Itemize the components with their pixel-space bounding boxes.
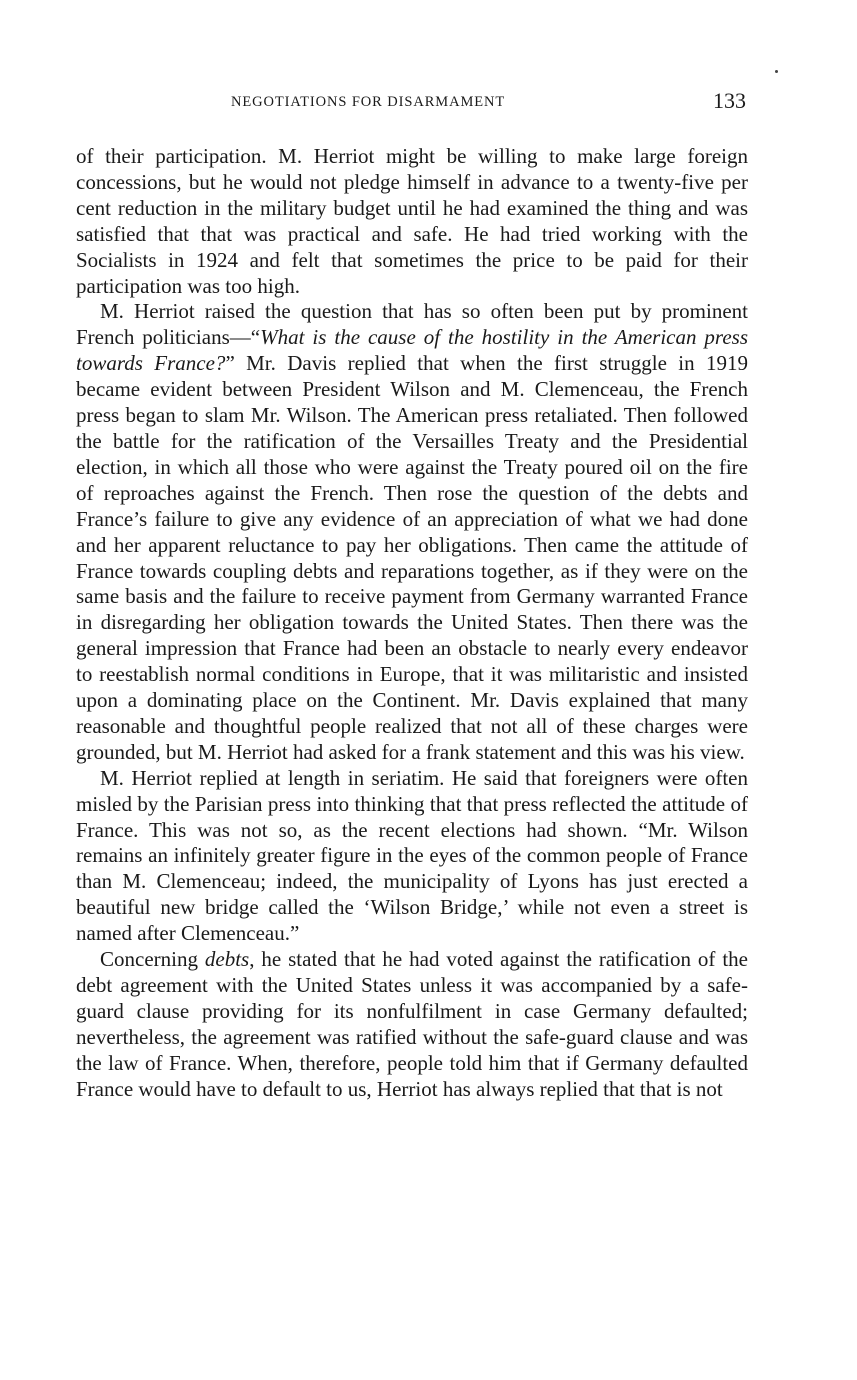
margin-speck (775, 70, 778, 73)
paragraph-4-emphasis: debts (204, 947, 250, 972)
page-number: 133 (713, 88, 746, 113)
paragraph-2 (76, 299, 748, 765)
running-title: NEGOTIATIONS FOR DISARMAMENT (231, 94, 506, 110)
paragraph-4-lead: Concerning (100, 947, 205, 972)
paragraph-4-rest: , he stated that he had voted against the ratification of the debt agreement with the United States unless it was accompanied by a safe-guard clause providing for its nonfulfilment in case Germany defaulted; nevertheless, the agreement was ratified without the safe-guard clause and was the law of France. When, therefore, people told him that if Germany defaulted France would have to default to us, Herriot has always replied that that is not (76, 947, 748, 1101)
paragraph-2-rest: ” Mr. Davis replied that when the first struggle in 1919 became evident between President Wilson and M. Clemenceau, the French press began to slam Mr. Wilson. The American press retaliated. Then followed the battle for the ratification of the Versailles Treaty and the Presidential election, in which all those who were against the Treaty poured oil on the fire of reproaches against the French. Then rose the question of the debts and France’s failure to give any evidence of an appreciation of what we had done and her apparent reluctance to pay her obligations. Then came the attitude of France towards coupling debts and reparations together, as if they were on the same basis and the failure to receive payment from Germany warranted France in disregarding her obligation towards the United States. Then there was the general impression that France had been an obstacle to nearly every endeavor to reestablish normal conditions in Europe, that it was militaristic and insisted upon a dominating place on the Continent. Mr. Davis explained that many reasonable and thoughtful people realized that not all of these charges were grounded, but M. Herriot had asked for a frank statement and this was his view. (76, 351, 748, 764)
body-text (76, 144, 748, 1103)
paragraph-2-lead: M. Herriot raised the question that has so often been put by prominent French politicians—“ (76, 299, 748, 350)
book-page (76, 88, 748, 1103)
paragraph-1: of their participation. M. Herriot might be willing to make large foreign concessions, but he would not pledge himself in advance to a twenty-five per cent reduction in the military budget until he had examined the thing and was satisfied that that was practical and safe. He had tried working with the Socialists in 1924 and felt that sometimes the price to be paid for their participation was too high. (76, 144, 748, 298)
paragraph-2-quote: What is the cause of the hostility in the American press towards France? (76, 325, 748, 376)
paragraph-3: M. Herriot replied at length in seriatim. He said that foreigners were often misled by the Parisian press into thinking that that press reflected the attitude of France. This was not so, as the recent elections had shown. “Mr. Wilson remains an infinitely greater figure in the eyes of the common people of France than M. Clemenceau; indeed, the municipality of Lyons has just erected a beautiful new bridge called the ‘Wilson Bridge,’ while not even a street is named after Clemenceau.” (76, 765, 748, 946)
paragraph-4 (76, 947, 748, 1102)
running-head (76, 88, 748, 122)
